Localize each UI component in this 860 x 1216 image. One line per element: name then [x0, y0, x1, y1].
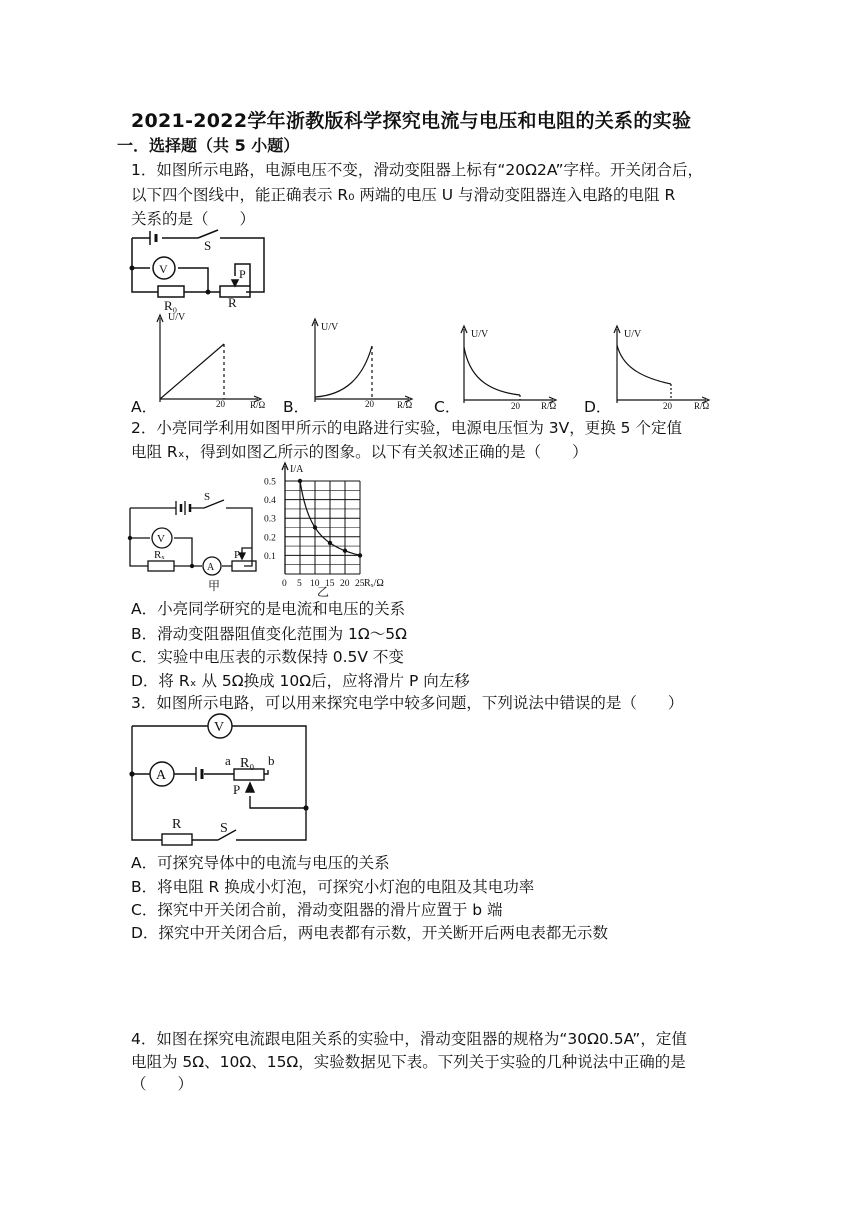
q2-y-tick-label: 0.1 — [264, 551, 276, 562]
svg-text:U/V: U/V — [471, 329, 489, 340]
svg-text:20: 20 — [365, 399, 374, 409]
svg-text:P: P — [234, 549, 241, 561]
q3-circuit-diagram — [128, 712, 318, 852]
q2-x-tick-label: 10 — [310, 579, 320, 589]
section-heading: 一．选择题（共 5 小题） — [117, 136, 300, 155]
q1-switch-label: S — [204, 238, 212, 253]
q2-option-c: C．实验中电压表的示数保持 0.5V 不变 — [131, 648, 404, 666]
svg-text:甲: 甲 — [208, 579, 221, 593]
svg-text:U/V: U/V — [168, 312, 186, 323]
q2-y-tick-label: 0.2 — [264, 533, 276, 544]
q1-option-c: C． — [434, 398, 461, 416]
svg-text:20: 20 — [216, 399, 225, 409]
svg-text:20: 20 — [511, 401, 520, 411]
q2-y-axis-label: I/A — [290, 464, 304, 475]
q1-r0-label: R₀ — [164, 298, 178, 313]
q2-y-tick-label: 0.5 — [264, 477, 276, 488]
q3-option-c: C．探究中开关闭合前，滑动变阻器的滑片应置于 b 端 — [131, 901, 503, 919]
svg-text:U/V: U/V — [321, 322, 339, 333]
q2-graph-caption: 乙 — [317, 585, 330, 599]
svg-text:S: S — [220, 821, 228, 836]
svg-text:A: A — [156, 768, 167, 783]
q2-data-point — [328, 541, 332, 545]
svg-text:S: S — [204, 491, 211, 503]
q2-data-point — [298, 479, 302, 483]
q2-x-tick-label: 20 — [340, 579, 350, 589]
q3-option-d: D．探究中开关闭合后，两电表都有示数，开关断开后两电表都无示数 — [131, 924, 608, 942]
svg-text:V: V — [214, 720, 225, 735]
q3-text-line1: 3．如图所示电路，可以用来探究电学中较多问题，下列说法中错误的是（ ） — [131, 694, 684, 712]
svg-text:A: A — [207, 562, 215, 573]
q2-x-axis-label: Rₓ/Ω — [364, 578, 384, 589]
svg-text:b: b — [268, 753, 275, 768]
q2-x-tick-label: 15 — [325, 579, 335, 589]
svg-text:R: R — [172, 817, 182, 832]
q2-option-d: D．将 Rₓ 从 5Ω换成 10Ω后，应将滑片 P 向左移 — [131, 672, 470, 690]
svg-text:20: 20 — [663, 401, 672, 411]
q1-graph-d — [608, 325, 723, 410]
q1-r-label: R — [228, 295, 237, 310]
svg-text:R/Ω: R/Ω — [250, 400, 266, 410]
q2-x-tick-label: 0 — [282, 579, 287, 589]
q2-text-line2: 电阻 Rₓ，得到如图乙所示的图象。以下有关叙述正确的是（ ） — [131, 443, 588, 461]
q2-circuit-diagram — [126, 490, 266, 593]
q1-circuit-diagram — [128, 228, 268, 313]
q4-text-line2: 电阻为 5Ω、10Ω、15Ω，实验数据见下表。下列关于实验的几种说法中正确的是 — [131, 1053, 686, 1071]
q4-text-line3: （ ） — [131, 1075, 194, 1093]
q2-option-a: A．小亮同学研究的是电流和电压的关系 — [131, 600, 406, 618]
svg-text:R₀: R₀ — [240, 756, 255, 771]
q2-x-tick-label: 25 — [355, 579, 365, 589]
q1-option-a: A． — [131, 398, 158, 416]
q1-text-line2: 以下四个图线中，能正确表示 R₀ 两端的电压 U 与滑动变阻器连入电路的电阻 R — [131, 186, 676, 204]
q1-text-line1: 1．如图所示电路，电源电压不变，滑动变阻器上标有“20Ω2A”字样。开关闭合后， — [131, 161, 704, 179]
svg-text:R/Ω: R/Ω — [541, 401, 557, 411]
q1-slider-label: P — [239, 267, 246, 281]
svg-text:Rₓ: Rₓ — [154, 549, 165, 561]
q1-option-d: D． — [584, 398, 612, 416]
svg-text:P: P — [233, 782, 241, 797]
q1-graph-b — [305, 318, 425, 410]
q2-data-point — [313, 525, 317, 529]
q4-text-line1: 4．如图在探究电流跟电阻关系的实验中，滑动变阻器的规格为“30Ω0.5A”，定值 — [131, 1030, 687, 1048]
q3-option-b: B．将电阻 R 换成小灯泡，可探究小灯泡的电阻及其电功率 — [131, 878, 535, 896]
q1-text-line3: 关系的是（ ） — [131, 210, 256, 228]
svg-text:R/Ω: R/Ω — [694, 401, 710, 411]
q2-data-point — [358, 553, 362, 557]
q2-y-tick-label: 0.4 — [264, 496, 276, 507]
q1-option-b: B． — [283, 398, 310, 416]
q1-graph-a — [150, 312, 280, 412]
q1-voltmeter-label: V — [159, 262, 168, 276]
q2-y-tick-label: 0.3 — [264, 514, 276, 525]
q2-data-point — [343, 549, 347, 553]
page-title: 2021-2022学年浙教版科学探究电流与电压和电阻的关系的实验 — [131, 110, 692, 132]
q2-x-tick-label: 5 — [297, 579, 302, 589]
q2-text-line1: 2．小亮同学利用如图甲所示的电路进行实验，电源电压恒为 3V，更换 5 个定值 — [131, 419, 682, 437]
q1-graph-c — [455, 325, 570, 410]
svg-text:V: V — [157, 533, 165, 545]
q2-option-b: B．滑动变阻器阻值变化范围为 1Ω～5Ω — [131, 625, 407, 643]
q3-option-a: A．可探究导体中的电流与电压的关系 — [131, 854, 390, 872]
svg-text:R/Ω: R/Ω — [397, 400, 413, 410]
svg-text:a: a — [225, 753, 231, 768]
svg-text:U/V: U/V — [624, 329, 642, 340]
q2-current-resistance-graph — [262, 462, 402, 597]
